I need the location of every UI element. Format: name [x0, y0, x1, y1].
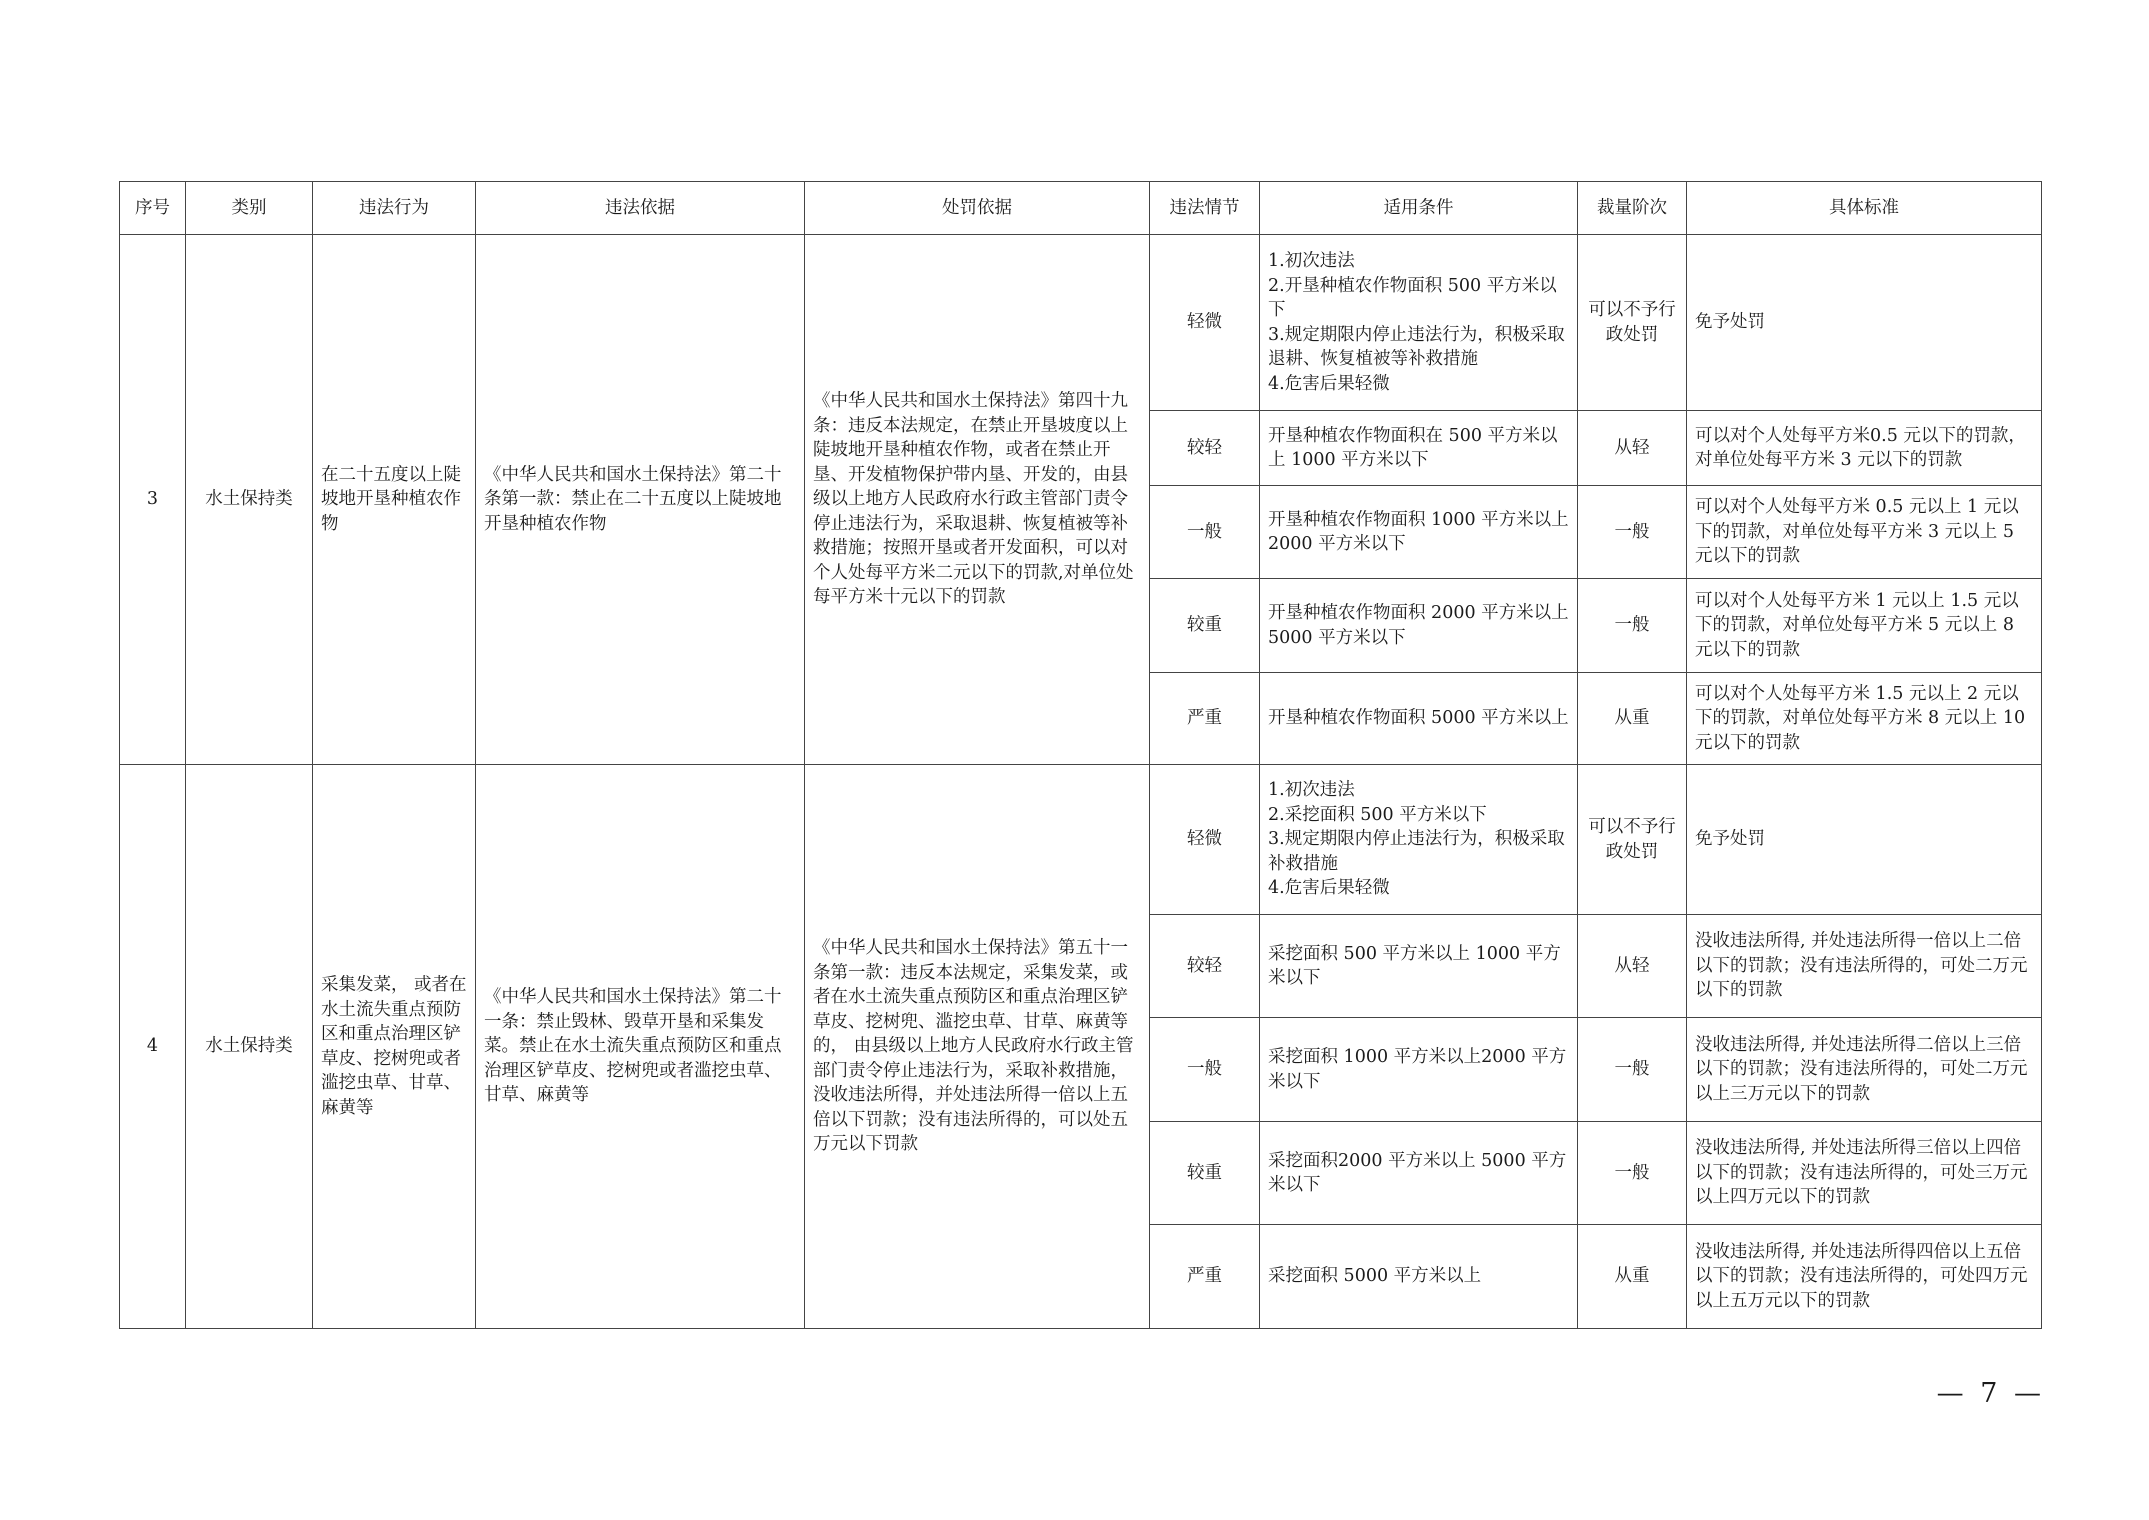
- penalty-basis-cell: 《中华人民共和国水土保持法》第五十一条第一款：违反本法规定，采集发菜，或者在水土流失重点预防区和重点治理区铲草皮、挖树兜、滥挖虫草、甘草、麻黄等的， 由县级以上地方人民政府水行政主管部门责令停止违法行为，采取补救措施，没收违法所得，并处违法所得一倍以上五倍以下罚款；没有违法所得的，可以处五万元以下罚款: [805, 765, 1150, 1329]
- level-cell: 轻微: [1150, 765, 1260, 915]
- condition-cell: 1.初次违法 2.开垦种植农作物面积 500 平方米以下 3.规定期限内停止违法行为，积极采取退耕、恢复植被等补救措施 4.危害后果轻微: [1260, 235, 1578, 411]
- penalty-standard-table: [119, 181, 2042, 1329]
- level-cell: 较轻: [1150, 915, 1260, 1018]
- legal-basis-cell: 《中华人民共和国水土保持法》第二十一条：禁止毁林、毁草开垦和采集发菜。禁止在水土流失重点预防区和重点治理区铲草皮、挖树兜或者滥挖虫草、甘草、麻黄等: [476, 765, 805, 1329]
- condition-cell: 开垦种植农作物面积 2000 平方米以上 5000 平方米以下: [1260, 579, 1578, 673]
- condition-cell: 开垦种植农作物面积 5000 平方米以上: [1260, 673, 1578, 765]
- grade-cell: 可以不予行政处罚: [1578, 765, 1687, 915]
- penalty-basis-cell: 《中华人民共和国水土保持法》第四十九条：违反本法规定，在禁止开垦坡度以上陡坡地开垦种植农作物，或者在禁止开垦、开发植物保护带内垦、开发的，由县级以上地方人民政府水行政主管部门责令停止违法行为，采取退耕、恢复植被等补救措施；按照开垦或者开发面积，可以对个人处每平方米二元以下的罚款,对单位处每平方米十元以下的罚款: [805, 235, 1150, 765]
- standard-cell: 没收违法所得, 并处违法所得三倍以上四倍以下的罚款；没有违法所得的，可处三万元以上四万元以下的罚款: [1687, 1122, 2042, 1225]
- category-cell: 水土保持类: [186, 765, 313, 1329]
- level-cell: 较重: [1150, 579, 1260, 673]
- behavior-cell: 采集发菜， 或者在水土流失重点预防区和重点治理区铲草皮、挖树兜或者滥挖虫草、甘草、麻黄等: [313, 765, 476, 1329]
- level-cell: 一般: [1150, 1018, 1260, 1122]
- behavior-cell: 在二十五度以上陡坡地开垦种植农作物: [313, 235, 476, 765]
- header-seq: 序号: [120, 182, 186, 235]
- header-condition: 适用条件: [1260, 182, 1578, 235]
- level-cell: 严重: [1150, 673, 1260, 765]
- header-standard: 具体标准: [1687, 182, 2042, 235]
- standard-cell: 没收违法所得, 并处违法所得四倍以上五倍以下的罚款；没有违法所得的，可处四万元以上五万元以下的罚款: [1687, 1225, 2042, 1329]
- seq-cell: 3: [120, 235, 186, 765]
- level-cell: 轻微: [1150, 235, 1260, 411]
- grade-cell: 从轻: [1578, 411, 1687, 486]
- level-cell: 严重: [1150, 1225, 1260, 1329]
- level-cell: 较轻: [1150, 411, 1260, 486]
- standard-cell: 没收违法所得, 并处违法所得一倍以上二倍以下的罚款；没有违法所得的，可处二万元以下的罚款: [1687, 915, 2042, 1018]
- condition-cell: 1.初次违法 2.采挖面积 500 平方米以下 3.规定期限内停止违法行为，积极采取补救措施 4.危害后果轻微: [1260, 765, 1578, 915]
- header-legal-basis: 违法依据: [476, 182, 805, 235]
- standard-cell: 可以对个人处每平方米 0.5 元以上 1 元以下的罚款，对单位处每平方米 3 元以上 5 元以下的罚款: [1687, 486, 2042, 579]
- standard-cell: 可以对个人处每平方米0.5 元以下的罚款，对单位处每平方米 3 元以下的罚款: [1687, 411, 2042, 486]
- grade-cell: 一般: [1578, 1018, 1687, 1122]
- table-row: [120, 235, 2042, 411]
- legal-basis-cell: 《中华人民共和国水土保持法》第二十条第一款：禁止在二十五度以上陡坡地开垦种植农作物: [476, 235, 805, 765]
- category-cell: 水土保持类: [186, 235, 313, 765]
- condition-cell: 采挖面积 1000 平方米以上2000 平方米以下: [1260, 1018, 1578, 1122]
- header-behavior: 违法行为: [313, 182, 476, 235]
- standard-cell: 免予处罚: [1687, 235, 2042, 411]
- grade-cell: 一般: [1578, 486, 1687, 579]
- condition-cell: 开垦种植农作物面积 1000 平方米以上 2000 平方米以下: [1260, 486, 1578, 579]
- condition-cell: 采挖面积 500 平方米以上 1000 平方米以下: [1260, 915, 1578, 1018]
- level-cell: 一般: [1150, 486, 1260, 579]
- standard-cell: 可以对个人处每平方米 1.5 元以上 2 元以下的罚款，对单位处每平方米 8 元以上 10 元以下的罚款: [1687, 673, 2042, 765]
- header-category: 类别: [186, 182, 313, 235]
- grade-cell: 从重: [1578, 1225, 1687, 1329]
- header-grade: 裁量阶次: [1578, 182, 1687, 235]
- level-cell: 较重: [1150, 1122, 1260, 1225]
- grade-cell: 一般: [1578, 579, 1687, 673]
- condition-cell: 采挖面积 5000 平方米以上: [1260, 1225, 1578, 1329]
- condition-cell: 采挖面积2000 平方米以上 5000 平方米以下: [1260, 1122, 1578, 1225]
- grade-cell: 从轻: [1578, 915, 1687, 1018]
- page-number: — 7 —: [1936, 1378, 2045, 1409]
- grade-cell: 一般: [1578, 1122, 1687, 1225]
- grade-cell: 可以不予行政处罚: [1578, 235, 1687, 411]
- standard-cell: 可以对个人处每平方米 1 元以上 1.5 元以下的罚款，对单位处每平方米 5 元以上 8 元以下的罚款: [1687, 579, 2042, 673]
- header-level: 违法情节: [1150, 182, 1260, 235]
- header-penalty-basis: 处罚依据: [805, 182, 1150, 235]
- condition-cell: 开垦种植农作物面积在 500 平方米以上 1000 平方米以下: [1260, 411, 1578, 486]
- grade-cell: 从重: [1578, 673, 1687, 765]
- table-row: [120, 765, 2042, 915]
- standard-cell: 免予处罚: [1687, 765, 2042, 915]
- standard-cell: 没收违法所得, 并处违法所得二倍以上三倍以下的罚款；没有违法所得的，可处二万元以上三万元以下的罚款: [1687, 1018, 2042, 1122]
- table-header-row: [120, 182, 2042, 235]
- seq-cell: 4: [120, 765, 186, 1329]
